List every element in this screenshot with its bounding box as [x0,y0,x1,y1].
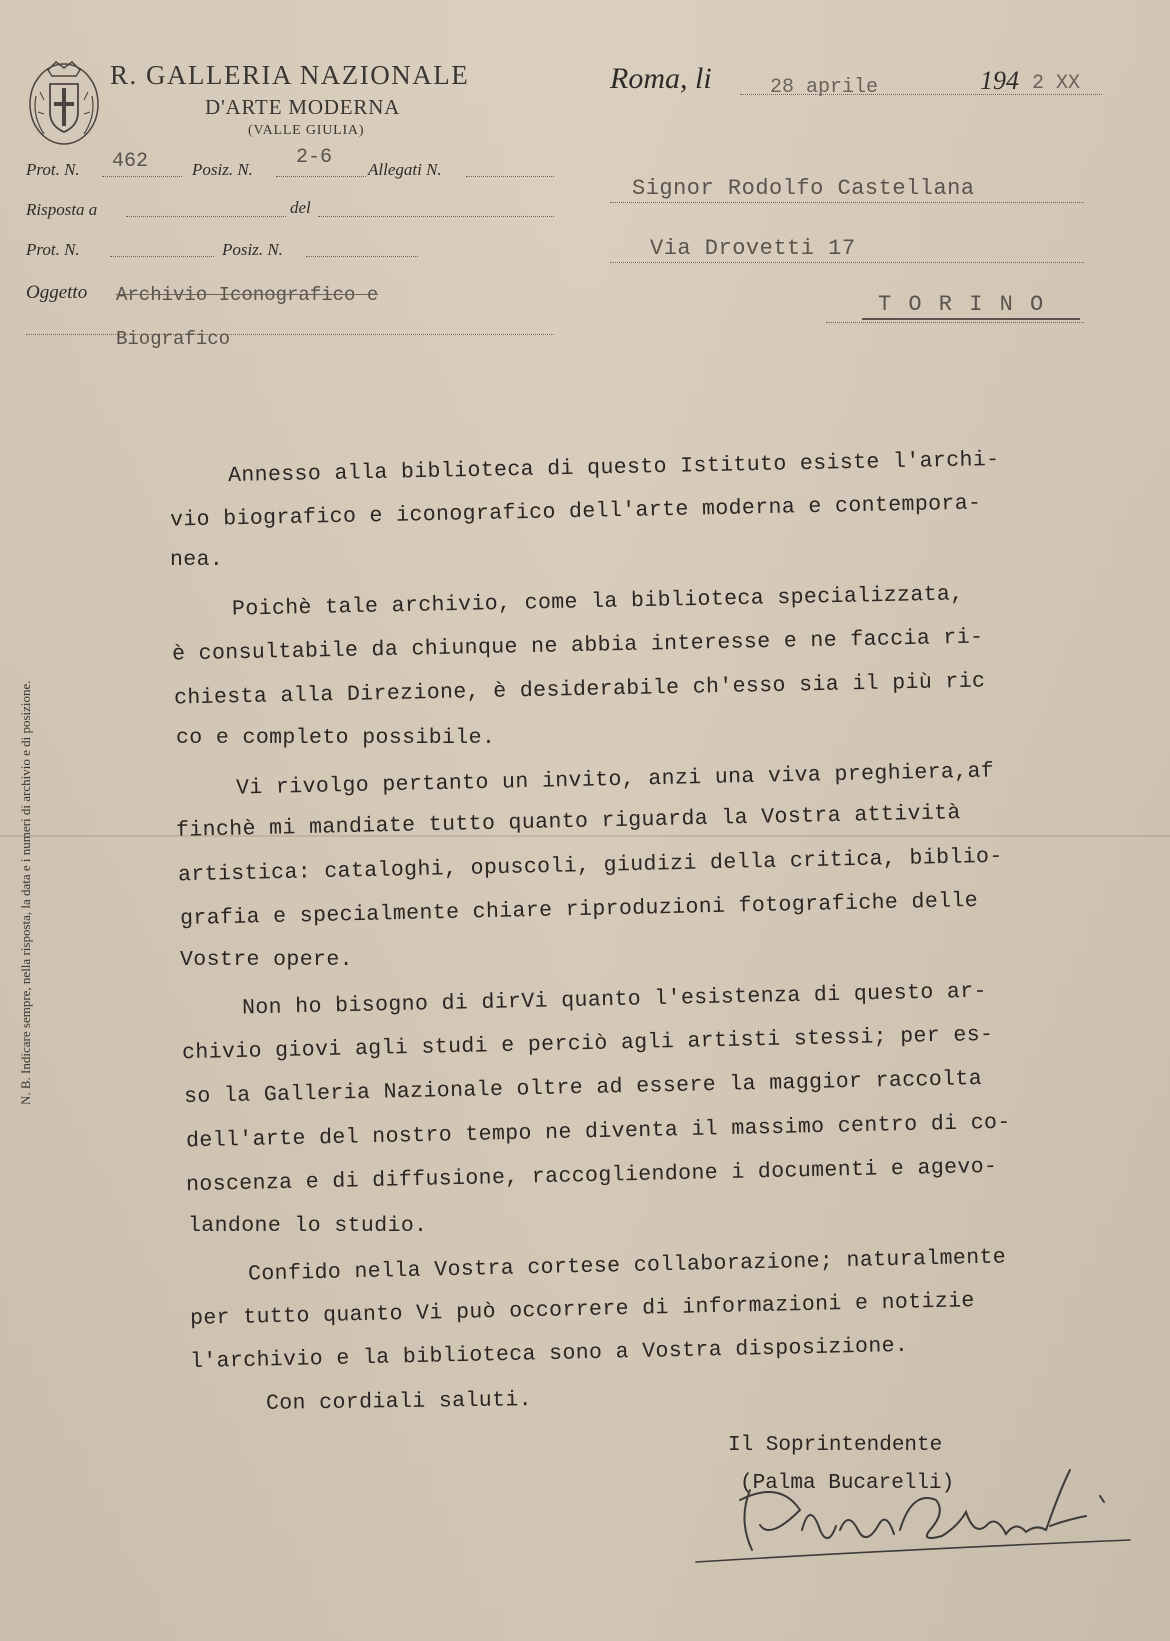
recipient-city: T O R I N O [878,292,1046,317]
prot-label: Prot. N. [26,160,80,179]
year-prefix: 194 [980,66,1019,95]
risposta-dots [126,216,286,217]
addr-dots-3 [826,322,1084,323]
body-line: Confido nella Vostra cortese collaborazione; naturalmente [247,1245,1007,1287]
body-line: Annesso alla biblioteca di questo Istituto esiste l'archi- [227,447,1000,489]
body-line: nea. [170,548,224,572]
prot2-dots [110,256,214,257]
body-line: artistica: cataloghi, opuscoli, giudizi della critica, biblio- [177,844,1003,888]
addr-dots-1 [610,202,1084,203]
letterhead-subtitle: D'ARTE MODERNA [205,95,401,119]
body-line: chivio giovi agli studi e perciò agli artisti stessi; per es- [181,1022,994,1066]
del-label: del [290,198,311,217]
oggetto-line2: Biografico [116,328,231,350]
allegati-label: Allegati N. [368,160,442,179]
prot2-label: Prot. N. [26,240,80,259]
body-line: chiesta alla Direzione, è desiderabile ch'esso sia il più ric [173,669,986,711]
body-line: vio biografico e iconografico dell'arte moderna e contempora- [169,491,982,533]
closing-name: (Palma Bucarelli) [740,1472,955,1495]
body-line: co e completo possibile. [176,726,496,750]
posiz-value: 2-6 [296,146,333,169]
city-underline [862,318,1080,320]
body-line: Poichè tale archivio, come la biblioteca specializzata, [231,582,964,622]
letterhead-title: R. GALLERIA NAZIONALE [110,60,470,90]
handwritten-signature [690,1430,1150,1570]
side-note: N. B. Indicare sempre, nella risposta, la data e i numeri di archivio e di posizione. [18,680,33,1105]
body-line: Vi rivolgo pertanto un invito, anzi una viva preghiera,af [235,759,995,801]
body-line: Con cordiali saluti. [265,1388,533,1416]
allegati-dots [466,176,554,177]
date-place: Roma, li [610,62,712,95]
risposta-label: Risposta a [26,200,98,219]
oggetto-line1: Archivio Iconografico e [116,284,379,306]
prot-dots [102,176,182,177]
letterhead-location: (VALLE GIULIA) [248,123,365,138]
posiz-label: Posiz. N. [192,160,253,179]
body-line: grafia e specialmente chiare riproduzioni fotografiche delle [179,888,979,932]
body-line: noscenza e di diffusione, raccogliendone i documenti e agevo- [185,1154,998,1198]
body-line: finchè mi mandiate tutto quanto riguarda la Vostra attività [175,801,961,843]
oggetto-label: Oggetto [26,282,88,303]
body-line: Non ho bisogno di dirVi quanto l'esistenza di questo ar- [241,979,988,1021]
posiz2-label: Posiz. N. [222,240,283,259]
recipient-street: Via Drovetti 17 [650,236,856,261]
body-line: so la Galleria Nazionale oltre ad essere la maggior raccolta [183,1066,983,1110]
closing-title: Il Soprintendente [728,1434,943,1457]
posiz2-dots [306,256,418,257]
body-line: è consultabile da chiunque ne abbia interesse e ne faccia ri- [171,625,984,667]
posiz-dots [276,176,366,177]
body-line: per tutto quanto Vi può occorrere di informazioni e notizie [189,1289,975,1331]
recipient-name: Signor Rodolfo Castellana [632,176,975,201]
del-dots [318,216,554,217]
date-value: 28 aprile [770,76,879,99]
body-line: l'archivio e la biblioteca sono a Vostra disposizione. [189,1333,909,1375]
year-suffix: 2 XX [1032,72,1081,95]
royal-crest-icon [26,56,102,148]
body-line: landone lo studio. [188,1214,428,1238]
body-line: dell'arte del nostro tempo ne diventa il massimo centro di co- [185,1110,1011,1154]
oggetto-dots [26,334,554,335]
prot-value: 462 [112,150,149,173]
addr-dots-2 [610,262,1084,263]
body-line: Vostre opere. [180,948,353,972]
